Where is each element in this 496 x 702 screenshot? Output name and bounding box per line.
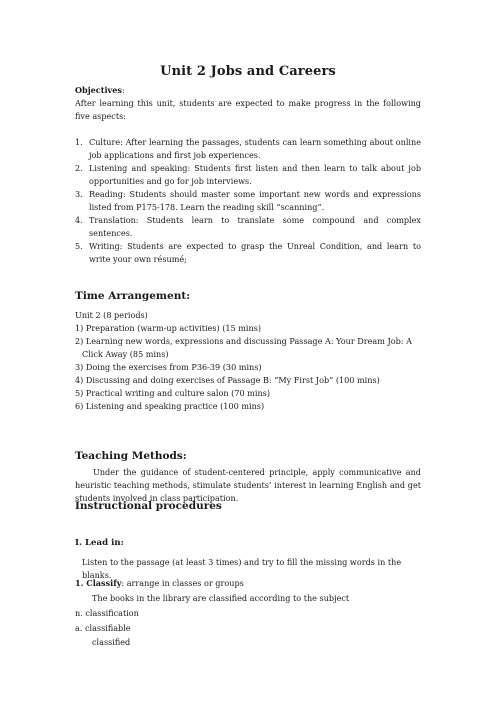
vocab-example: The books in the library are classified according to the subject bbox=[92, 593, 350, 603]
vocab-adjective-form: a. classifiable bbox=[75, 623, 131, 633]
objective-text: Translation: Students learn to translate some compound and complex sentences. bbox=[89, 215, 421, 238]
vocab-noun-form: n. classification bbox=[75, 608, 139, 618]
objective-text: Culture: After learning the passages, students can learn something about online job applications and first job experiences. bbox=[89, 137, 421, 160]
objective-number: 5. bbox=[75, 241, 83, 251]
objective-item bbox=[75, 214, 421, 240]
objective-number: 2. bbox=[75, 163, 83, 173]
time-arrangement-list bbox=[75, 309, 421, 413]
objective-item bbox=[75, 162, 421, 188]
vocab-definition: : arrange in classes or groups bbox=[121, 578, 244, 588]
teaching-methods-heading: Teaching Methods: bbox=[75, 450, 187, 462]
time-item: 3) Doing the exercises from P36-39 (30 mins) bbox=[75, 362, 262, 372]
objective-number: 1. bbox=[75, 137, 83, 147]
time-item: 6) Listening and speaking practice (100 mins) bbox=[75, 401, 265, 411]
lead-in-heading: I. Lead in: bbox=[75, 538, 124, 548]
time-item: Unit 2 (8 periods) bbox=[75, 310, 148, 320]
time-item: 5) Practical writing and culture salon (70 mins) bbox=[75, 388, 270, 398]
objectives-label bbox=[75, 84, 125, 97]
objectives-intro: After learning this unit, students are expected to make progress in the following five aspects: bbox=[75, 98, 421, 121]
objectives-list bbox=[75, 136, 421, 266]
lead-in-text: Listen to the passage (at least 3 times) and try to fill the missing words in the blanks. bbox=[82, 557, 402, 580]
vocab-word: 1. Classify bbox=[75, 578, 122, 588]
page-title: Unit 2 Jobs and Careers bbox=[160, 64, 336, 79]
objective-text: Listening and speaking: Students first listen and then learn to talk about job opportunities and go for job interviews. bbox=[89, 163, 421, 186]
time-arrangement-heading: Time Arrangement: bbox=[75, 290, 191, 302]
teaching-methods-text: Under the guidance of student-centered principle, apply communicative and heuristic teaching methods, stimulate students’ interest in learning English and get students involved in class participation. bbox=[75, 467, 421, 503]
objective-text: Writing: Students are expected to grasp the Unreal Condition, and learn to write your own résumé; bbox=[89, 241, 421, 264]
objective-item bbox=[75, 240, 421, 266]
instructional-procedures-heading: Instructional procedures bbox=[75, 500, 222, 512]
objective-text: Reading: Students should master some important new words and expressions listed from P175-178. Learn the reading skill “scanning”. bbox=[89, 189, 421, 212]
objective-item bbox=[75, 136, 421, 162]
objectives-label-colon: : bbox=[121, 85, 125, 95]
objective-number: 3. bbox=[75, 189, 83, 199]
time-item: 4) Discussing and doing exercises of Passage B: “My First Job” (100 mins) bbox=[75, 375, 380, 385]
time-item: 1) Preparation (warm-up activities) (15 mins) bbox=[75, 323, 262, 333]
objectives-label-text: Objectives bbox=[75, 85, 122, 95]
time-item: 2) Learning new words, expressions and discussing Passage A: Your Dream Job: A Click Away (85 mins) bbox=[75, 336, 412, 359]
objective-number: 4. bbox=[75, 215, 83, 225]
objective-item bbox=[75, 188, 421, 214]
vocab-entry-heading bbox=[75, 577, 244, 590]
vocab-adjective-form-2: classified bbox=[92, 637, 131, 647]
